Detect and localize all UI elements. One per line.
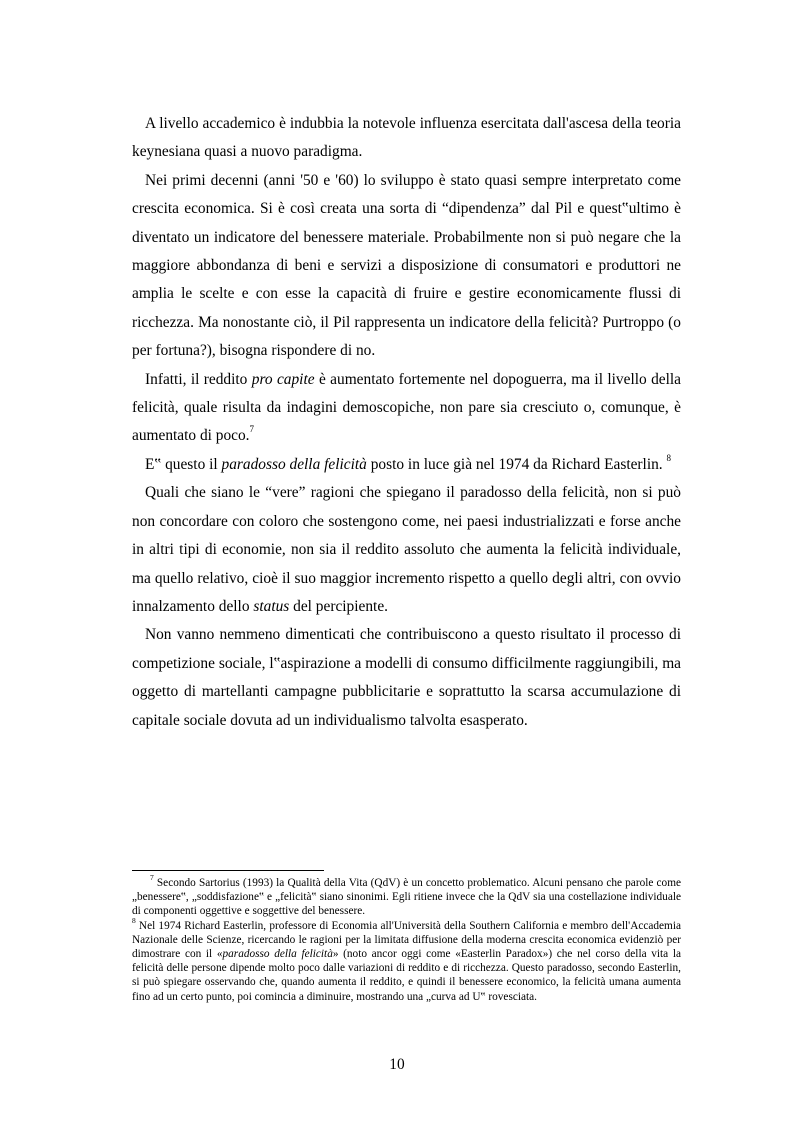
page-number: 10 [389,1056,405,1073]
paragraph [132,479,681,621]
text-run: » (noto ancor oggi come «Easterlin Paradox») che nel corso della vita la felicità delle persone dipende molto poco dalle variazioni di reddito e di ricchezza. Questo paradosso, secondo Easterlin, si può spiegare osservando che, quando aumenta il reddito, e quindi il benessere economico, la felicità umana aumenta fino ad un certo punto, poi comincia a diminuire, mostrando una „curva ad U‟ rovesciata. [132,948,681,1003]
footnote-7 [132,873,681,919]
footnote-ref: 8 [666,452,671,463]
footnote-ref: 7 [150,873,154,883]
footnote-ref: 8 [132,915,136,925]
text-run: Quali che siano le “vere” ragioni che spiegano il paradosso della felicità, non si può non concordare con coloro che sostengono come, nei paesi industrializzati e forse anche in altri tipi di economie, non sia il reddito assoluto che aumenta la felicità individuale, ma quello relativo, cioè il suo maggior incremento rispetto a quello degli altri, con ovvio innalzamento dello [132,484,681,615]
text-run: E‟ questo il [145,455,222,473]
text-run: Infatti, il reddito [145,370,252,388]
paragraph [132,451,681,479]
text-run: A livello accademico è indubbia la notevole influenza esercitata dall'ascesa della teoria keynesiana quasi a nuovo paradigma. [132,115,681,161]
text-run: è aumentato fortemente nel dopoguerra, ma il livello della felicità, quale risulta da indagini demoscopiche, non pare sia cresciuto o, comunque, è aumentato di poco. [132,370,681,445]
paragraph [132,110,681,167]
text-run: Non vanno nemmeno dimenticati che contribuiscono a questo risultato il processo di competizione sociale, l‟aspirazione a modelli di consumo difficilmente raggiungibili, ma oggetto di martellanti campagne pubblicitarie e soprattutto la scarsa accumulazione di capitale sociale dovuta ad un individualismo talvolta esasperato. [132,626,681,729]
italic-text: paradosso della felicità [221,455,367,473]
italic-text: pro capite [251,370,315,388]
italic-text: paradosso della felicità [222,948,333,961]
italic-text: status [253,597,290,615]
text-run: Nel 1974 Richard Easterlin, professore di Economia all'Università della Southern California e membro dell'Accademia Nazionale delle Scienze, ricercando le ragioni per la limitata diffusione della moderna crescita economica evidenziò per dimostrare con il « [132,919,681,961]
footnote-ref: 7 [249,424,255,435]
paragraph [132,621,681,735]
text-run: del percipiente. [289,597,389,615]
text-run: Secondo Sartorius (1993) la Qualità della Vita (QdV) è un concetto problematico. Alcuni pensano che parole come „benessere‟, „soddisfazione‟ e „felicità‟ siano sinonimi. Egli ritiene invece che la QdV sia una costellazione individuale di componenti oggettive e soggettive del benessere. [132,877,681,918]
footnotes [132,873,681,1004]
footnote-8 [132,915,681,1004]
paragraph [132,167,681,366]
text-run: Nei primi decenni (anni '50 e '60) lo sviluppo è stato quasi sempre interpretato come crescita economica. Si è così creata una sorta di “dipendenza” dal Pil e quest‟ultimo è diventato un indicatore del benessere materiale. Probabilmente non si può negare che la maggiore abbondanza di beni e servizi a disposizione di consumatori e produttori ne amplia le scelte e con esse la capacità di fruire e gestire economicamente flussi di ricchezza. Ma nonostante ciò, il Pil rappresenta un indicatore della felicità? Purtroppo (o per fortuna?), bisogna rispondere di no. [132,171,681,360]
paragraph [132,366,681,451]
footnote-separator [132,870,324,871]
text-run: posto in luce già nel 1974 da Richard Easterlin. [366,455,667,473]
body-text [132,110,681,735]
